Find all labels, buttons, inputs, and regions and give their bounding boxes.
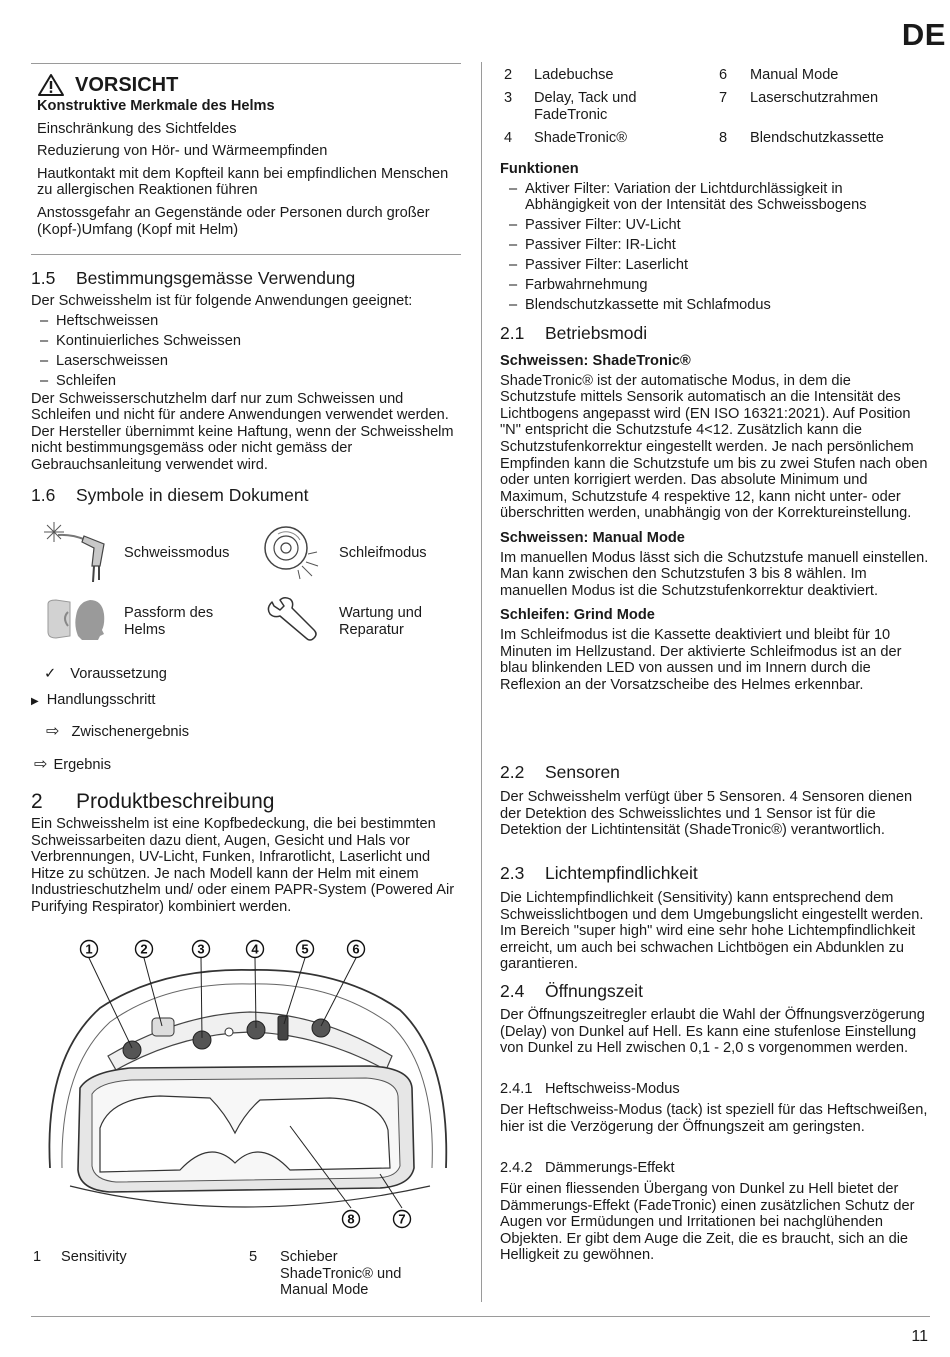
caution-subtitle: Konstruktive Merkmale des Helms (37, 98, 275, 114)
language-code: DE (901, 17, 946, 52)
callout-8: 8 (347, 1211, 355, 1227)
list-item: – Aktiver Filter: Variation der Lichtdurchlässigkeit in Abhängigkeit von der Intensität des Schweissbogens (509, 180, 867, 214)
check-icon: ✓ (44, 666, 57, 682)
section-2-body: Ein Schweisshelm ist eine Kopfbedeckung, die bei bestimmten Schweissarbeiten dazu dient, Augen, Gesicht und Hals vor Verbrennungen, UV-Licht, Funken, Infrarotlicht, Laserlicht und Hitze zu schützen. Je nach Modell kann der Helm mit einem Industrieschutzhelm und/ oder einem PAPR-System (Powered Air Purifying Respirator) kombiniert werden. (31, 816, 455, 915)
result-row: ⇨ Ergebnis (34, 756, 112, 773)
use-list (31, 313, 461, 390)
symbol-label-weld: Schweissmodus (124, 545, 230, 561)
section-heading-1-6: 1.6 Symbole in diesem Dokument (31, 485, 309, 505)
mode-title-shadetronic: Schweissen: ShadeTronic® (500, 353, 691, 369)
legend-item: 4 ShadeTronic® (504, 130, 627, 146)
legend-item: 2 Ladebuchse (504, 67, 614, 83)
callout-2: 2 (140, 941, 148, 957)
section-1-5 (31, 268, 461, 474)
functions-list (500, 181, 930, 314)
section-heading-2-4-1: 2.4.1 Heftschweiss-Modus (500, 1081, 680, 1097)
legend-item: 1 Sensitivity (33, 1249, 127, 1265)
caution-top-rule (31, 63, 461, 64)
section-heading-2: 2 Produktbeschreibung (31, 790, 275, 813)
callout-3: 3 (197, 941, 205, 957)
symbol-label-fit: Passform des Helms (124, 605, 214, 638)
caution-box (31, 73, 461, 238)
footer-rule (31, 1316, 930, 1317)
section-heading-2-4-2: 2.4.2 Dämmerungs-Effekt (500, 1160, 675, 1176)
section-heading-2-3: 2.3 Lichtempfindlichkeit (500, 863, 698, 883)
list-item: – Heftschweissen (40, 312, 159, 329)
outline-arrow-icon: ⇨ (46, 723, 60, 740)
mode-body-manual: Im manuellen Modus lässt sich die Schutzstufe manuell einstellen. Man kann zwischen den Schutzstufen 3 bis 8 wählen. Im manuellen Modus ist die Schutzstufenkorrektur deaktiviert. (500, 549, 929, 599)
callout-7: 7 (398, 1211, 406, 1227)
callout-6: 6 (352, 941, 360, 957)
section-heading-2-4: 2.4 Öffnungszeit (500, 981, 643, 1001)
section-2-4-body: Der Öffnungszeitregler erlaubt die Wahl der Öffnungsverzögerung (Delay) von Dunkel auf Hell. Es kann eine stufenlose Einstellung von Dunkel zu Hell zwischen 0,1 - 2,0 s vorgenommen werden. (500, 1007, 925, 1057)
step-row: ▶ Handlungsschritt (31, 692, 156, 708)
caution-item: Reduzierung von Hör- und Wärmeempfinden (37, 143, 328, 160)
section-2-4-2-body: Für einen fliessenden Übergang von Dunkel zu Hell bietet der Dämmerungs-Effekt (FadeTronic) einen zusätzlichen Schutz der Augen vor Ermüdungen und Irritationen bei nachglühenden Objekten. Er gibt dem Auge die Zeit, die es braucht, sich an die Helligkeit zu gewöhnen. (500, 1181, 915, 1264)
list-item: – Blendschutzkassette mit Schlafmodus (509, 297, 771, 314)
outline-arrow-icon: ⇨ (34, 756, 48, 773)
section-2-3-body: Die Lichtempfindlichkeit (Sensitivity) kann entsprechend dem Schweisslichtbogen und dem Umgebungslicht eingestellt werden. Im Bereich "super high" wird eine sehr hohe Lichtempfindlichkeit erreicht, um auch bei schwachen Lichtbögen ein Abdunklen zu garantieren. (500, 890, 924, 973)
list-item: – Laserschweissen (40, 352, 168, 369)
section-intro: Der Schweisshelm ist für folgende Anwendungen geeignet: (31, 293, 413, 309)
mode-body-shadetronic: ShadeTronic® ist der automatische Modus, in dem die Schutzstufe mittels Sensorik automatisch an die Intensität des Lichtbogens angepasst wird (EN ISO 16321:2021). Auf Position "N" entspricht die Schutzstufe 4<12. Zusätzlich kann die Schutzstufenkorrektur eingestellt werden. Je nach persönlichem Empfinden kann die Schutzstufe um bis zu zwei Stufen nach oben oder unten korrigiert werden. Das absolute Minimum und Maximum, Schutzstufe 4 respektive 12, kann nicht unter- oder überschritten werden, unabhängig von der Korrektureinstellung. (500, 372, 928, 522)
list-item: – Passiver Filter: UV-Licht (509, 217, 681, 234)
mode-body-grind: Im Schleifmodus ist die Kassette deaktiviert und bleibt für 10 Minuten im Hellzustand. Der aktivierte Schleifmodus ist an der blau blinkenden LED von aussen und im Innern durch die Reflexion an der Vorsatzscheibe des Helmes erkennbar. (500, 626, 902, 693)
list-item: – Farbwahrnehmung (509, 277, 648, 294)
callout-4: 4 (251, 941, 259, 957)
list-item: – Kontinuierliches Schweissen (40, 332, 241, 349)
wrench-icon (264, 596, 322, 644)
functions-block (500, 161, 930, 317)
callout-1: 1 (85, 941, 93, 957)
list-item: – Passiver Filter: IR-Licht (509, 237, 676, 254)
warning-triangle-icon (37, 73, 65, 97)
section-2-2-body: Der Schweisshelm verfügt über 5 Sensoren. 4 Sensoren dienen der Detektion des Schweisslichtes und 1 Sensor ist für die Detektion der Lichtintensität (ShadeTronic®) verantwortlich. (500, 789, 913, 839)
section-2-1 (500, 353, 930, 693)
section-heading-2-1: 2.1 Betriebsmodi (500, 323, 648, 343)
caution-bottom-rule (31, 254, 461, 255)
legend-item: 5 Schieber ShadeTronic® und Manual Mode (249, 1249, 402, 1299)
section-2-4-1-body: Der Heftschweiss-Modus (tack) ist speziell für das Heftschweißen, hier ist die Verzögerung der Öffnungszeit am geringsten. (500, 1102, 928, 1135)
functions-title: Funktionen (500, 161, 579, 177)
legend-item: 3 Delay, Tack und FadeTronic (504, 90, 637, 123)
triangle-bullet-icon: ▶ (31, 696, 39, 707)
symbol-label-grind: Schleifmodus (339, 545, 427, 561)
section-body: Der Schweisserschutzhelm darf nur zum Schweissen und Schleifen und nicht für andere Anwendungen verwendet werden. Der Hersteller übernimmt keine Haftung, wenn der Schweisshelm nicht bestimmungsgemäss oder nicht gemäss der Gebrauchsanleitung verwendet wird. (31, 390, 454, 473)
legend-item: 6 Manual Mode (719, 67, 839, 83)
welding-torch-icon (42, 520, 112, 586)
mode-title-manual: Schweissen: Manual Mode (500, 529, 685, 546)
column-divider (481, 62, 482, 1302)
helmet-diagram (40, 938, 456, 1234)
legend-item: 7 Laserschutzrahmen (719, 90, 879, 106)
caution-item: Anstossgefahr an Gegenstände oder Personen durch großer (Kopf-)Umfang (Kopf mit Helm) (37, 204, 430, 238)
section-heading-2-2: 2.2 Sensoren (500, 762, 620, 782)
legend-item: 8 Blendschutzkassette (719, 130, 884, 146)
mode-title-grind: Schleifen: Grind Mode (500, 607, 655, 624)
helmet-fit-icon (44, 596, 106, 642)
list-item: – Schleifen (40, 372, 117, 389)
caution-item: Hautkontakt mit dem Kopfteil kann bei empfindlichen Menschen zu allergischen Reaktionen führen (37, 165, 449, 199)
caution-item: Einschränkung des Sichtfeldes (37, 120, 237, 137)
callout-5: 5 (301, 941, 309, 957)
intermediate-result-row: ⇨ Zwischenergebnis (46, 723, 190, 740)
grinding-disc-icon (262, 522, 322, 580)
list-item: – Passiver Filter: Laserlicht (509, 257, 689, 274)
page-number: 11 (911, 1328, 928, 1345)
precondition-row: ✓ Voraussetzung (44, 666, 167, 682)
symbol-label-maint: Wartung und Reparatur (339, 605, 423, 638)
caution-title: VORSICHT (75, 74, 179, 96)
section-heading: 1.5 Bestimmungsgemässe Verwendung (31, 268, 356, 288)
